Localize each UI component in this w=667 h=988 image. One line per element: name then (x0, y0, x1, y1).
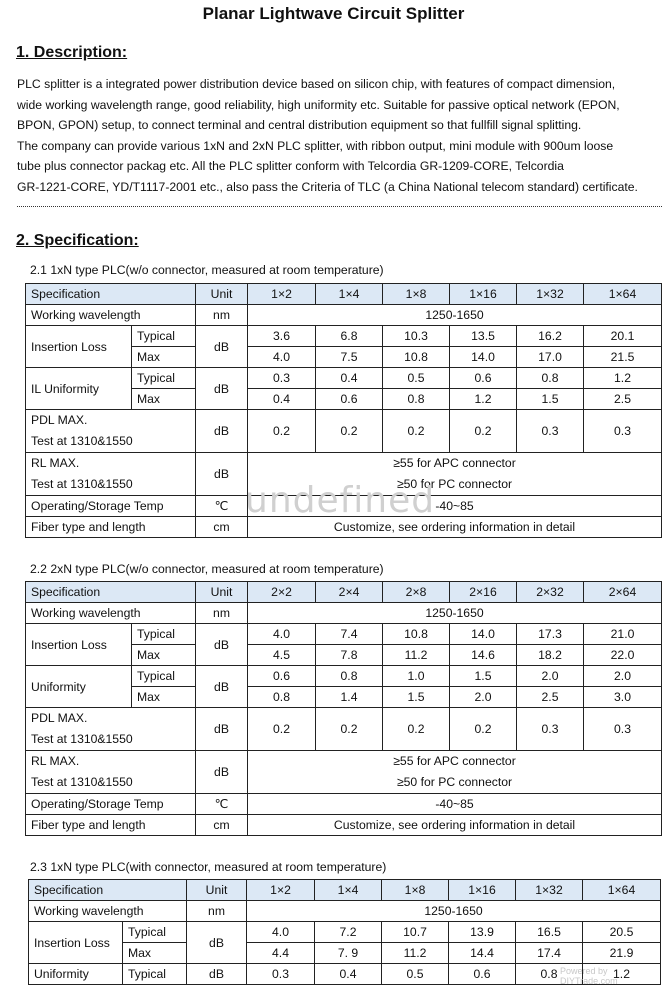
value-cell (248, 751, 662, 794)
description-heading: 1. Description: (16, 44, 128, 61)
sub-label: Typical (132, 624, 196, 645)
value-cell: 14.0 (450, 624, 517, 645)
value-cell: 1.2 (584, 368, 662, 389)
description-line: wide working wavelength range, good reliability, high uniformity etc. Suitable for passive optical network (EPON, (17, 97, 620, 112)
sub-label: Max (132, 645, 196, 666)
rl-test-label: Test at 1310&1550 (31, 775, 133, 789)
value-cell: 21.9 (583, 943, 661, 964)
value-cell: 0.2 (248, 410, 316, 453)
row-label: Operating/Storage Temp (26, 496, 196, 517)
row-label: Insertion Loss (29, 922, 123, 964)
value-cell: 21.5 (584, 347, 662, 368)
value-cell: 3.6 (248, 326, 316, 347)
value-cell: 17.4 (516, 943, 583, 964)
value-cell: 1.4 (316, 687, 383, 708)
row-label: Fiber type and length (26, 815, 196, 836)
value-cell: -40~85 (248, 496, 662, 517)
table1-caption: 2.1 1xN type PLC(w/o connector, measured at room temperature) (30, 263, 384, 277)
header-cell: 1×8 (383, 284, 450, 305)
header-cell: 1×8 (382, 880, 449, 901)
value-cell: 10.7 (382, 922, 449, 943)
header-cell: 1×32 (516, 880, 583, 901)
value-cell: 0.3 (584, 708, 662, 751)
table-header-row (26, 284, 662, 305)
row-label: Insertion Loss (26, 624, 132, 666)
value-cell: 0.3 (247, 964, 315, 985)
page-title: Planar Lightwave Circuit Splitter (202, 4, 465, 23)
specification-heading: 2. Specification: (16, 232, 139, 249)
header-cell: 2×2 (248, 582, 316, 603)
description-line: The company can provide various 1xN and 2xN PLC splitter, with ribbon output, mini module with 900um loose (17, 138, 614, 153)
unit-cell: dB (196, 624, 248, 666)
header-cell: 2×8 (383, 582, 450, 603)
row-label: Uniformity (29, 964, 123, 985)
table-row (26, 326, 662, 347)
value-cell: 2.0 (517, 666, 584, 687)
value-cell: 0.2 (383, 708, 450, 751)
rl-test-label: Test at 1310&1550 (31, 477, 133, 491)
value-cell: 0.2 (248, 708, 316, 751)
value-cell: 0.6 (449, 964, 516, 985)
header-cell: Unit (187, 880, 247, 901)
value-cell: Customize, see ordering information in detail (248, 815, 662, 836)
value-cell: 10.8 (383, 347, 450, 368)
header-cell: 1×4 (316, 284, 383, 305)
row-label (26, 708, 196, 751)
value-cell: 0.6 (316, 389, 383, 410)
value-cell: 0.4 (248, 389, 316, 410)
value-cell: 2.0 (450, 687, 517, 708)
sub-label: Typical (132, 368, 196, 389)
value-cell: 7.2 (315, 922, 382, 943)
header-cell: Specification (26, 284, 196, 305)
pdl-label: PDL MAX. (31, 413, 88, 427)
value-cell: 13.5 (450, 326, 517, 347)
table-row (26, 305, 662, 326)
sub-label: Typical (123, 964, 187, 985)
header-cell: Unit (196, 582, 248, 603)
value-cell: 0.6 (248, 666, 316, 687)
header-cell: Specification (26, 582, 196, 603)
value-cell: 1.5 (450, 666, 517, 687)
header-cell: 2×4 (316, 582, 383, 603)
unit-cell: dB (196, 368, 248, 410)
rl-apc-value: ≥55 for APC connector (393, 456, 516, 470)
header-cell: 2×16 (450, 582, 517, 603)
value-cell: 17.0 (517, 347, 584, 368)
value-cell: 4.0 (248, 347, 316, 368)
unit-cell: dB (196, 666, 248, 708)
sub-label: Max (132, 687, 196, 708)
row-label (26, 751, 196, 794)
value-cell: 0.5 (383, 368, 450, 389)
unit-cell: dB (196, 410, 248, 453)
header-cell: 1×16 (450, 284, 517, 305)
value-cell: 21.0 (584, 624, 662, 645)
value-cell: -40~85 (248, 794, 662, 815)
unit-cell: ℃ (196, 496, 248, 517)
row-label: Operating/Storage Temp (26, 794, 196, 815)
value-cell: 1250-1650 (248, 305, 662, 326)
sub-label: Typical (132, 326, 196, 347)
value-cell: 7. 9 (315, 943, 382, 964)
value-cell: 1250-1650 (247, 901, 661, 922)
value-cell: 0.8 (383, 389, 450, 410)
row-label (26, 453, 196, 496)
description-line: PLC splitter is a integrated power distribution device based on silicon chip, with features of compact dimension, (17, 77, 616, 91)
value-cell: 11.2 (383, 645, 450, 666)
value-cell: 7.4 (316, 624, 383, 645)
value-cell: 4.4 (247, 943, 315, 964)
value-cell: 0.3 (248, 368, 316, 389)
sub-label: Typical (132, 666, 196, 687)
table-row (26, 751, 662, 794)
sub-label: Max (123, 943, 187, 964)
value-cell: 0.4 (315, 964, 382, 985)
value-cell: 14.0 (450, 347, 517, 368)
value-cell: 11.2 (382, 943, 449, 964)
description-line: GR-1221-CORE, YD/T1117-2001 etc., also pass the Criteria of TLC (a China National telecom standard) certificate. (17, 179, 638, 194)
unit-cell: dB (187, 922, 247, 964)
header-cell: 2×64 (584, 582, 662, 603)
rl-label: RL MAX. (31, 754, 80, 768)
value-cell: 0.3 (517, 410, 584, 453)
header-cell: 1×64 (584, 284, 662, 305)
value-cell: 16.2 (517, 326, 584, 347)
table-row (26, 794, 662, 815)
value-cell: 1250-1650 (248, 603, 662, 624)
value-cell: 0.8 (516, 964, 583, 985)
value-cell: 0.2 (450, 410, 517, 453)
value-cell: 10.3 (383, 326, 450, 347)
row-label: Working wavelength (29, 901, 187, 922)
table-row (29, 901, 661, 922)
sub-label: Max (132, 347, 196, 368)
row-label (26, 410, 196, 453)
value-cell: 0.2 (316, 410, 383, 453)
pdl-label: PDL MAX. (31, 711, 88, 725)
header-cell: 1×2 (247, 880, 315, 901)
unit-cell: cm (196, 517, 248, 538)
row-label: Fiber type and length (26, 517, 196, 538)
value-cell: 1.5 (383, 687, 450, 708)
value-cell: 2.5 (584, 389, 662, 410)
table-row (26, 666, 662, 687)
row-label: Working wavelength (26, 603, 196, 624)
row-label: Insertion Loss (26, 326, 132, 368)
value-cell: 14.6 (450, 645, 517, 666)
value-cell: 2.0 (584, 666, 662, 687)
pdl-test-label: Test at 1310&1550 (31, 434, 133, 448)
dotted-divider (17, 206, 662, 207)
value-cell: 7.5 (316, 347, 383, 368)
unit-cell: nm (187, 901, 247, 922)
value-cell: Customize, see ordering information in detail (248, 517, 662, 538)
value-cell: 0.5 (382, 964, 449, 985)
row-label: Working wavelength (26, 305, 196, 326)
value-cell: 6.8 (316, 326, 383, 347)
table3-caption: 2.3 1xN type PLC(with connector, measured at room temperature) (30, 860, 387, 874)
value-cell: 0.4 (316, 368, 383, 389)
value-cell: 0.2 (383, 410, 450, 453)
value-cell: 1.0 (383, 666, 450, 687)
value-cell: 7.8 (316, 645, 383, 666)
header-cell: 1×64 (583, 880, 661, 901)
value-cell: 13.9 (449, 922, 516, 943)
value-cell: 0.3 (584, 410, 662, 453)
table-row (26, 815, 662, 836)
value-cell: 0.8 (316, 666, 383, 687)
value-cell: 0.2 (450, 708, 517, 751)
unit-cell: nm (196, 305, 248, 326)
value-cell: 14.4 (449, 943, 516, 964)
value-cell: 3.0 (584, 687, 662, 708)
header-cell: 2×32 (517, 582, 584, 603)
description-line: tube plus connector packag etc. All the PLC splitter conform with Telcordia GR-1209-CORE, Telcordia (17, 159, 564, 173)
header-cell: 1×32 (517, 284, 584, 305)
sub-label: Typical (123, 922, 187, 943)
header-cell: 1×2 (248, 284, 316, 305)
table-row (26, 410, 662, 453)
value-cell: 0.6 (450, 368, 517, 389)
table-row (26, 368, 662, 389)
value-cell: 0.8 (248, 687, 316, 708)
table-row (29, 943, 661, 964)
unit-cell: nm (196, 603, 248, 624)
rl-apc-value: ≥55 for APC connector (393, 754, 516, 768)
value-cell: 4.0 (248, 624, 316, 645)
value-cell: 0.2 (316, 708, 383, 751)
value-cell: 20.5 (583, 922, 661, 943)
unit-cell: dB (196, 708, 248, 751)
unit-cell: dB (196, 751, 248, 794)
value-cell: 4.0 (247, 922, 315, 943)
value-cell: 16.5 (516, 922, 583, 943)
value-cell: 18.2 (517, 645, 584, 666)
table-row (29, 922, 661, 943)
value-cell: 2.5 (517, 687, 584, 708)
rl-label: RL MAX. (31, 456, 80, 470)
spec-table-2xn (25, 581, 662, 836)
table-header-row (29, 880, 661, 901)
table-row (26, 708, 662, 751)
table-row (26, 624, 662, 645)
sub-label: Max (132, 389, 196, 410)
header-cell: 1×4 (315, 880, 382, 901)
unit-cell: dB (187, 964, 247, 985)
value-cell: 17.3 (517, 624, 584, 645)
value-cell: 0.3 (517, 708, 584, 751)
value-cell: 20.1 (584, 326, 662, 347)
value-cell: 1.2 (583, 964, 661, 985)
rl-pc-value: ≥50 for PC connector (396, 775, 513, 789)
value-cell: 4.5 (248, 645, 316, 666)
value-cell: 22.0 (584, 645, 662, 666)
table2-caption: 2.2 2xN type PLC(w/o connector, measured at room temperature) (30, 562, 384, 576)
table-row (26, 603, 662, 624)
header-cell: 1×16 (449, 880, 516, 901)
unit-cell: ℃ (196, 794, 248, 815)
row-label: Uniformity (26, 666, 132, 708)
header-cell: Specification (29, 880, 187, 901)
row-label: IL Uniformity (26, 368, 132, 410)
unit-cell: dB (196, 326, 248, 368)
value-cell: 10.8 (383, 624, 450, 645)
value-cell: 1.5 (517, 389, 584, 410)
value-cell: 1.2 (450, 389, 517, 410)
pdl-test-label: Test at 1310&1550 (31, 732, 133, 746)
header-cell: Unit (196, 284, 248, 305)
table-header-row (26, 582, 662, 603)
description-text (17, 74, 662, 197)
unit-cell: dB (196, 453, 248, 496)
watermark: undefined (245, 480, 436, 521)
rl-pc-value: ≥50 for PC connector (396, 477, 513, 491)
unit-cell: cm (196, 815, 248, 836)
watermark-small: Powered by DIYTrade.com (560, 966, 618, 986)
description-line: BPON, GPON) setup, to connect terminal and central distribution equipment so that fullfill signal splitting. (17, 118, 582, 132)
value-cell: 0.8 (517, 368, 584, 389)
